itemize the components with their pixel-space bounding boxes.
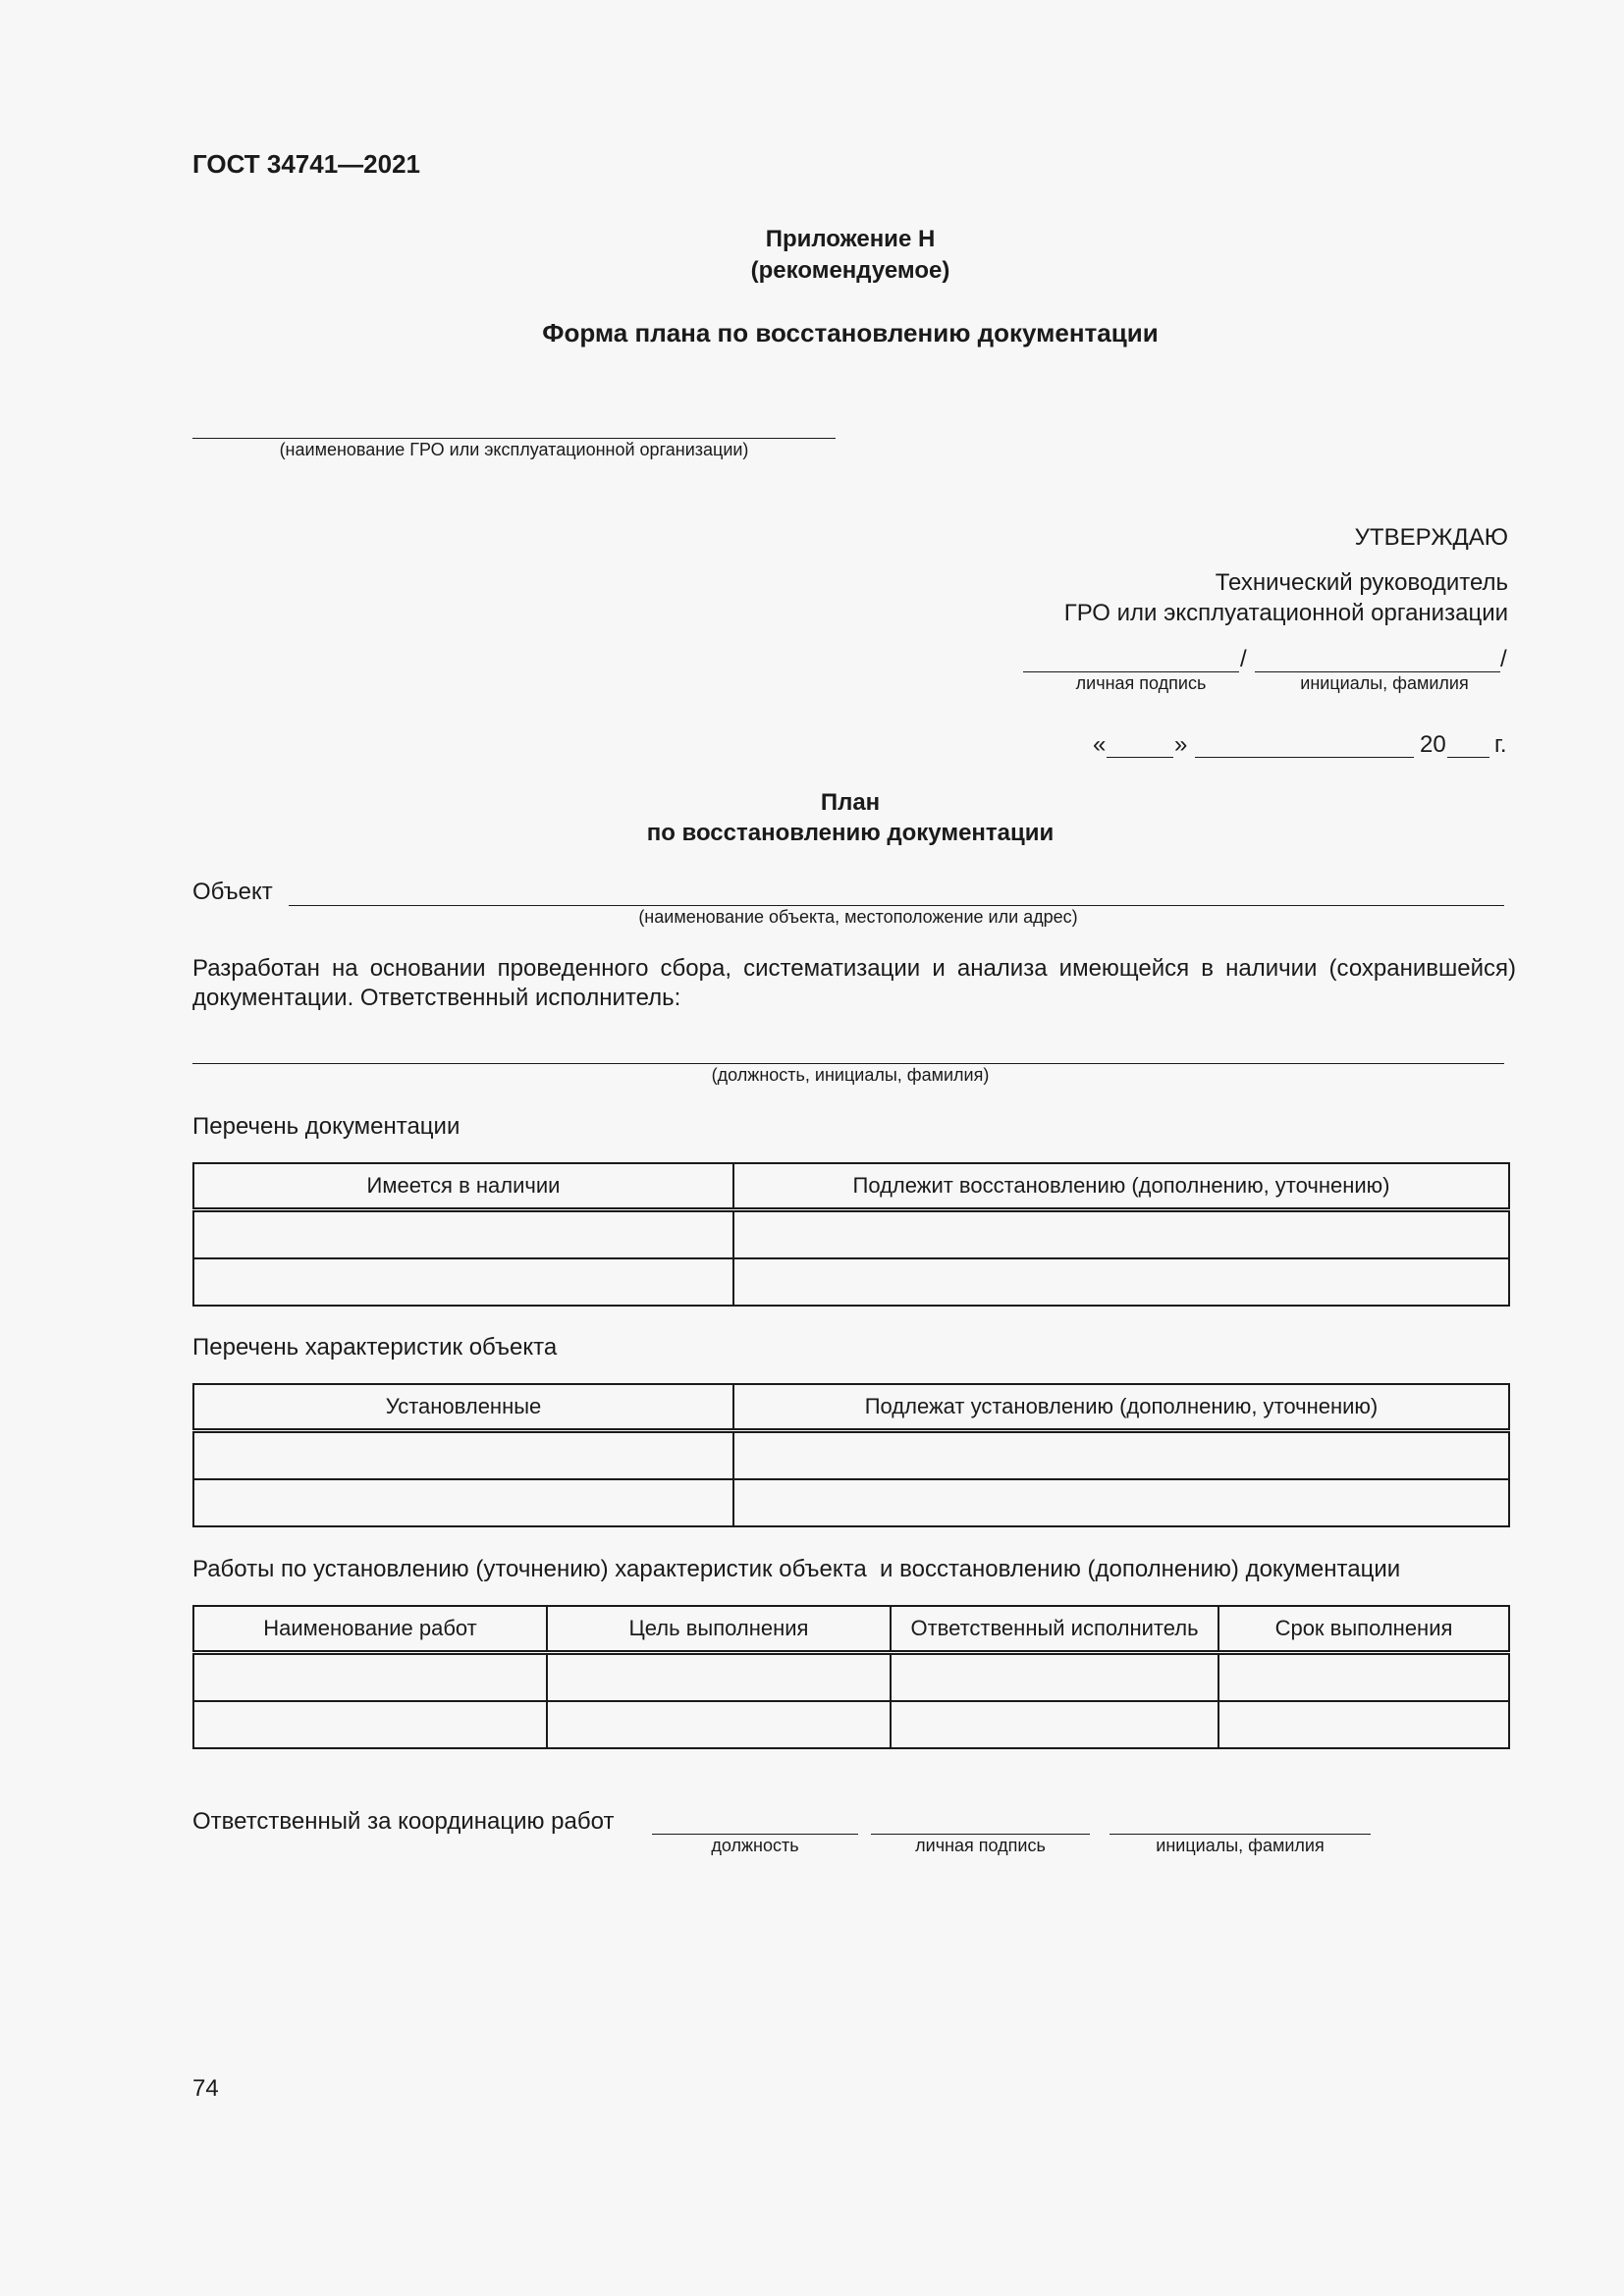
doc-list-heading: Перечень документации [192, 1113, 460, 1140]
char-list-heading: Перечень характеристик объекта [192, 1334, 558, 1361]
table-cell[interactable] [1218, 1701, 1509, 1748]
quote-open: « [1093, 731, 1107, 758]
table-row [193, 1653, 1509, 1702]
slash-2: / [1500, 646, 1507, 672]
table-cell[interactable] [891, 1653, 1218, 1702]
column-header: Наименование работ [193, 1606, 547, 1653]
column-header: Срок выполнения [1218, 1606, 1509, 1653]
table-cell[interactable] [193, 1210, 733, 1259]
column-header: Имеется в наличии [193, 1163, 733, 1210]
annex-status: (рекомендуемое) [750, 257, 950, 284]
table-header-row [193, 1606, 1509, 1653]
table-header-row [193, 1163, 1509, 1210]
form-title: Форма плана по восстановлению документации [542, 318, 1159, 347]
approver-position-line2: ГРО или эксплуатационной организации [1063, 600, 1508, 626]
table-row [193, 1701, 1509, 1748]
executor-line [192, 1063, 1504, 1064]
approver-name-line [1255, 671, 1500, 672]
approver-signature-caption: личная подпись [1075, 673, 1207, 693]
day-line [1107, 757, 1173, 758]
slash-1: / [1240, 646, 1247, 672]
table-cell[interactable] [733, 1431, 1509, 1480]
column-header: Подлежит восстановлению (дополнению, уточнению) [733, 1163, 1509, 1210]
year-line [1447, 757, 1489, 758]
coordinator-label: Ответственный за координацию работ [192, 1808, 615, 1835]
year-prefix: 20 [1420, 731, 1446, 758]
table-row [193, 1479, 1509, 1526]
plan-title: План [820, 789, 881, 816]
basis-text: Разработан на основании проведенного сбора, систематизации и анализа имеющейся в наличии (сохранившейся) документации. Ответственный исполнитель: [192, 955, 1516, 1011]
table-cell[interactable] [547, 1701, 891, 1748]
column-header: Подлежат установлению (дополнению, уточнению) [733, 1384, 1509, 1431]
table-cell[interactable] [193, 1258, 733, 1306]
month-line [1195, 757, 1414, 758]
table-row [193, 1431, 1509, 1480]
coordinator-signature-line [871, 1834, 1090, 1835]
table-cell[interactable] [1218, 1653, 1509, 1702]
year-suffix: г. [1494, 731, 1507, 758]
organization-caption: (наименование ГРО или эксплуатационной организации) [279, 440, 749, 459]
coordinator-name-caption: инициалы, фамилия [1156, 1836, 1325, 1855]
table-cell[interactable] [547, 1653, 891, 1702]
table-row [193, 1210, 1509, 1259]
executor-caption: (должность, инициалы, фамилия) [711, 1065, 990, 1085]
coordinator-position-line [652, 1834, 858, 1835]
organization-line [192, 438, 836, 439]
page-number: 74 [192, 2075, 219, 2102]
works-heading: Работы по установлению (уточнению) характеристик объекта и восстановлению (дополнению) документации [192, 1556, 1401, 1582]
table-cell[interactable] [733, 1210, 1509, 1259]
approve-label: УТВЕРЖДАЮ [1354, 524, 1508, 551]
approver-position-line1: Технический руководитель [1215, 569, 1508, 596]
annex-title: Приложение Н [765, 226, 936, 252]
standard-number: ГОСТ 34741—2021 [192, 149, 420, 179]
column-header: Цель выполнения [547, 1606, 891, 1653]
column-header: Установленные [193, 1384, 733, 1431]
coordinator-name-line [1110, 1834, 1371, 1835]
approver-signature-line [1023, 671, 1239, 672]
table-cell[interactable] [891, 1701, 1218, 1748]
column-header: Ответственный исполнитель [891, 1606, 1218, 1653]
doc-list-table [192, 1162, 1510, 1307]
table-cell[interactable] [193, 1701, 547, 1748]
table-cell[interactable] [733, 1479, 1509, 1526]
table-row [193, 1258, 1509, 1306]
approver-name-caption: инициалы, фамилия [1300, 673, 1469, 693]
table-header-row [193, 1384, 1509, 1431]
table-cell[interactable] [193, 1431, 733, 1480]
quote-close: » [1174, 731, 1188, 758]
table-cell[interactable] [193, 1479, 733, 1526]
plan-subtitle: по восстановлению документации [646, 820, 1055, 846]
object-caption: (наименование объекта, местоположение или адрес) [638, 907, 1078, 927]
table-cell[interactable] [193, 1653, 547, 1702]
char-list-table [192, 1383, 1510, 1527]
object-label: Объект [192, 879, 273, 905]
object-line [289, 905, 1504, 906]
coordinator-signature-caption: личная подпись [915, 1836, 1046, 1855]
works-table [192, 1605, 1510, 1749]
table-cell[interactable] [733, 1258, 1509, 1306]
coordinator-position-caption: должность [711, 1836, 799, 1855]
